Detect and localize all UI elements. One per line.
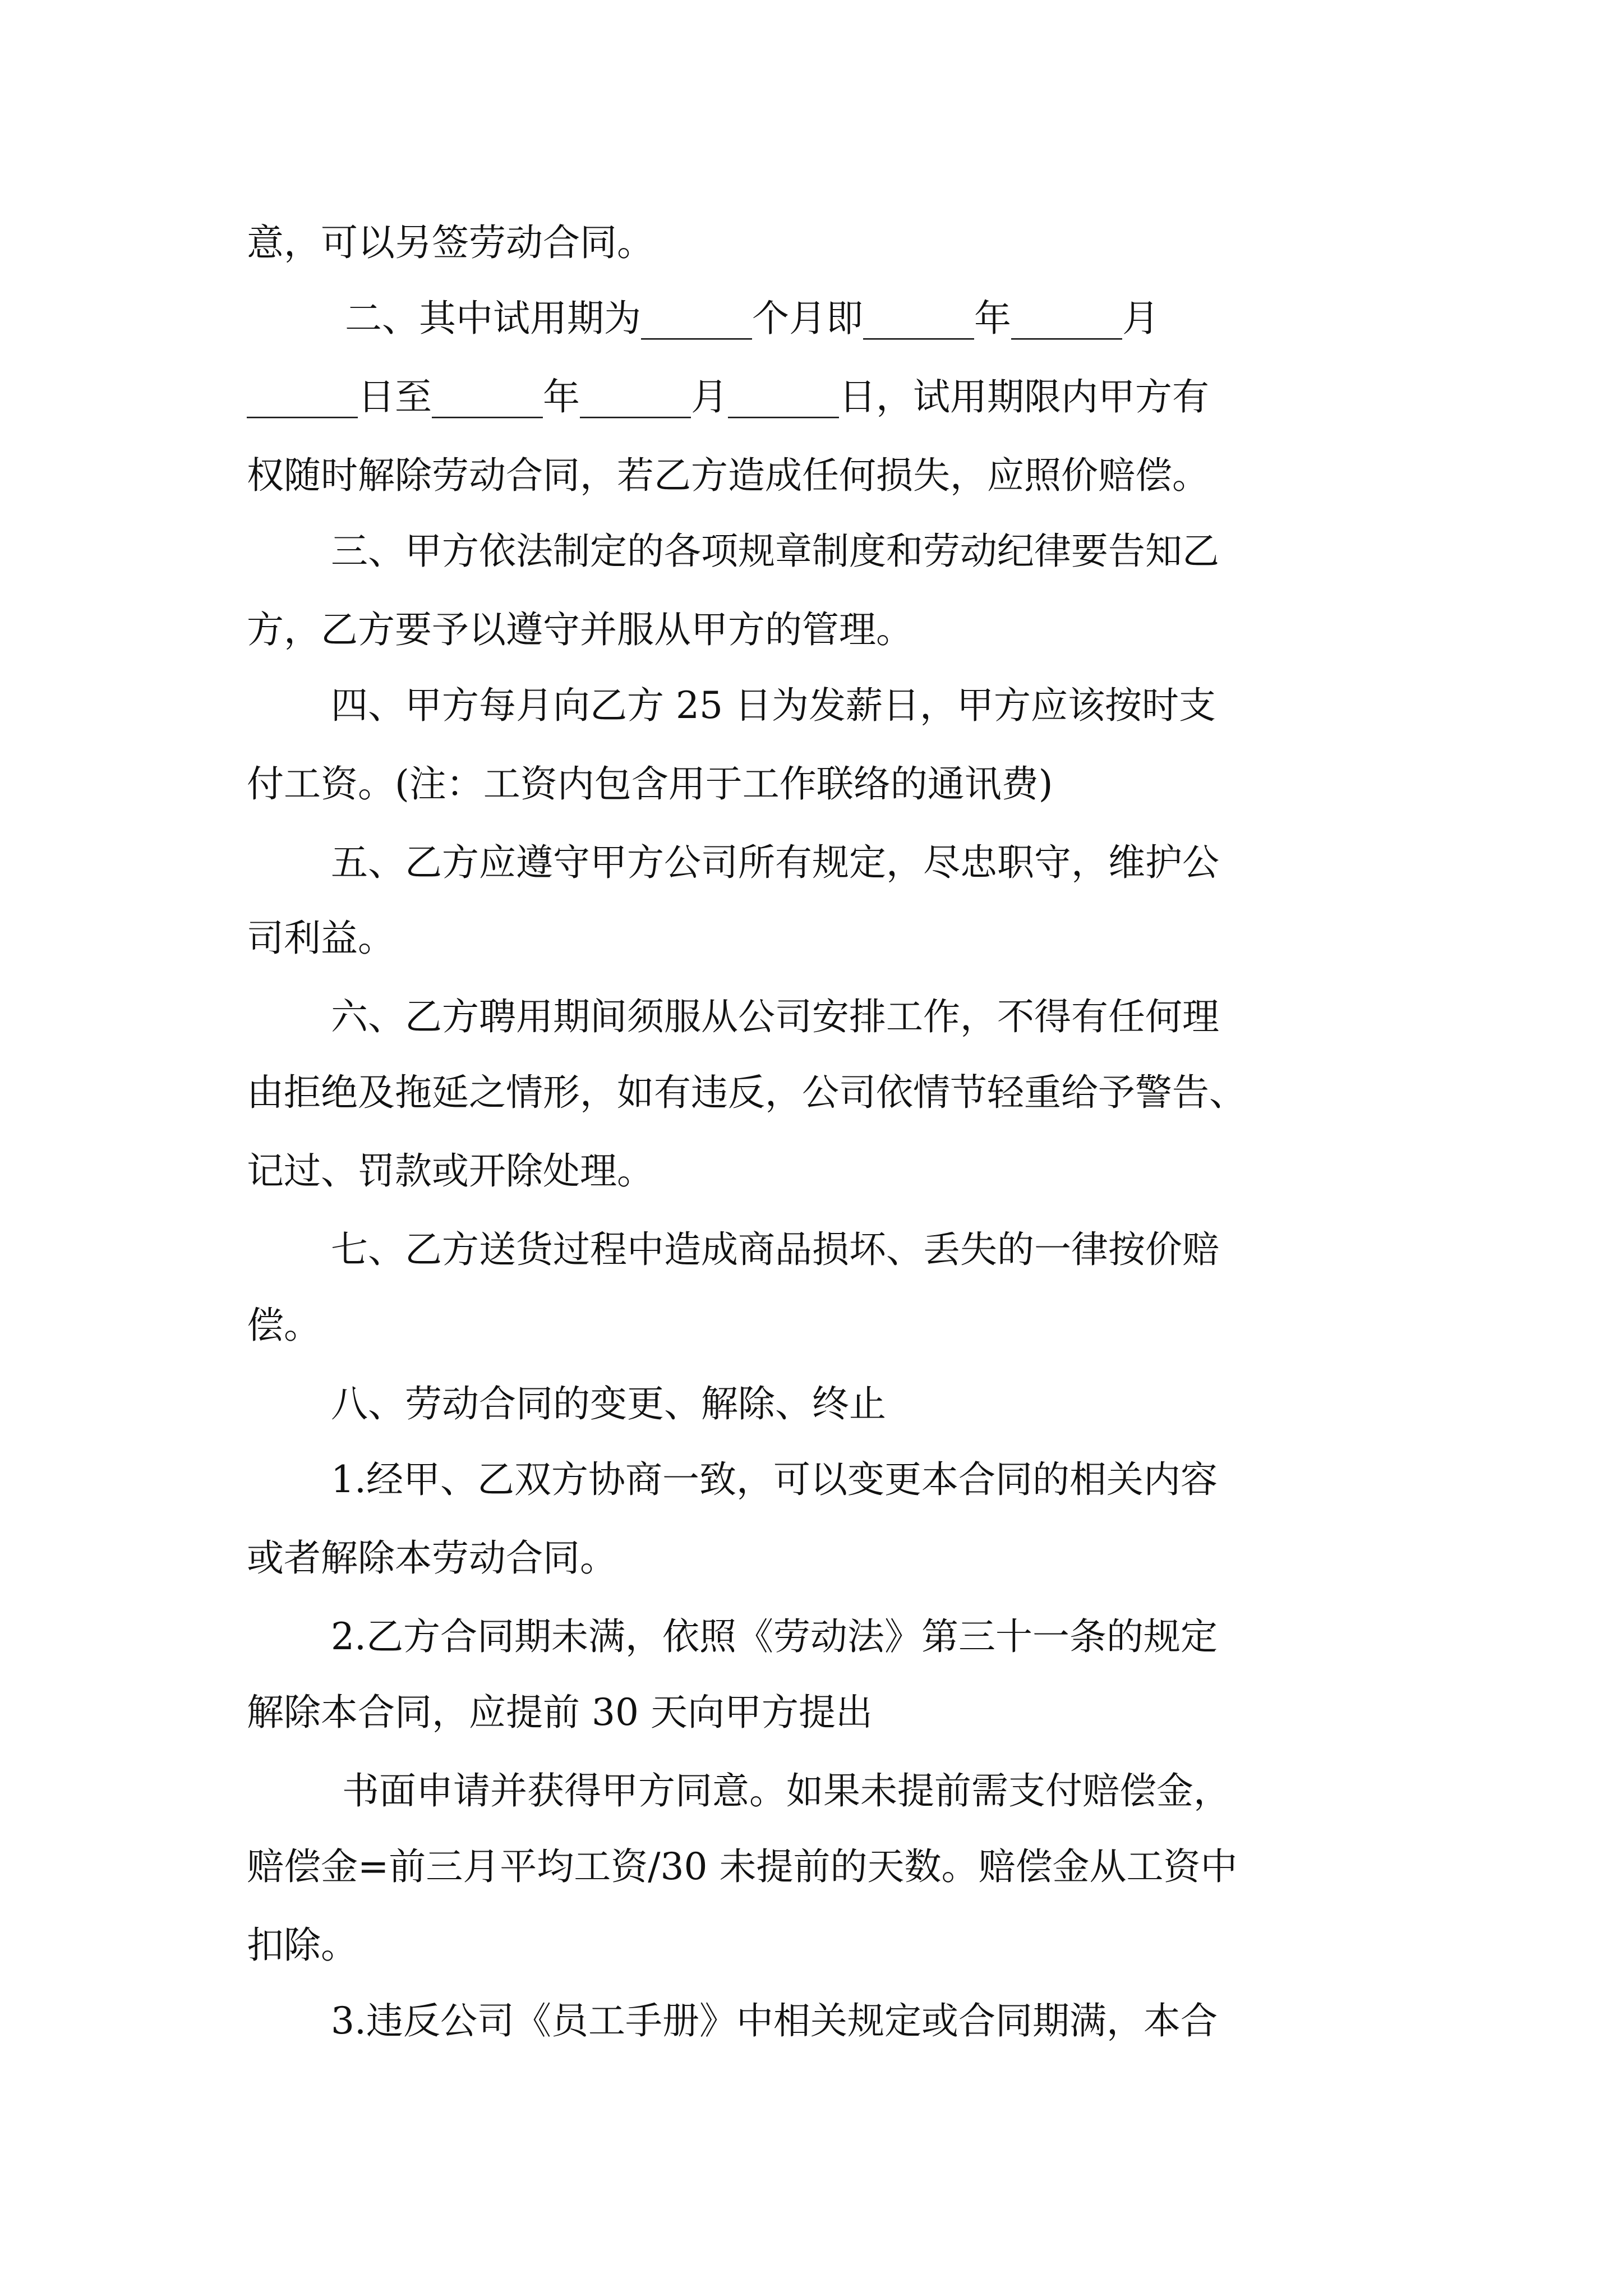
text-line-12: 由拒绝及拖延之情形，如有违反，公司依情节轻重给予警告、 — [247, 1071, 1246, 1114]
text-line-23: 扣除。 — [247, 1924, 358, 1967]
text-line-4: 权随时解除劳动合同，若乙方造成任何损失，应照价赔偿。 — [247, 454, 1209, 497]
text-line-8: 付工资。(注：工资内包含用于工作联络的通讯费) — [247, 762, 1053, 806]
text-line-2: 二、其中试用期为______个月即______年______月 — [345, 297, 1159, 340]
text-line-21: 书面申请并获得甲方同意。如果未提前需支付赔偿金， — [342, 1769, 1230, 1812]
text-line-9: 五、乙方应遵守甲方公司所有规定，尽忠职守，维护公 — [331, 841, 1219, 884]
text-line-19: 2.乙方合同期未满，依照《劳动法》第三十一条的规定 — [331, 1615, 1218, 1658]
text-line-20: 解除本合同，应提前 30 天向甲方提出 — [247, 1691, 873, 1734]
text-line-16: 八、劳动合同的变更、解除、终止 — [331, 1382, 886, 1425]
text-line-6: 方，乙方要予以遵守并服从甲方的管理。 — [247, 608, 913, 651]
text-line-11: 六、乙方聘用期间须服从公司安排工作，不得有任何理 — [331, 995, 1219, 1038]
text-line-22: 赔偿金=前三月平均工资/30 未提前的天数。赔偿金从工资中 — [247, 1845, 1238, 1888]
text-line-24: 3.违反公司《员工手册》中相关规定或合同期满，本合 — [331, 1999, 1218, 2042]
text-line-13: 记过、罚款或开除处理。 — [247, 1149, 654, 1193]
text-line-17: 1.经甲、乙双方协商一致，可以变更本合同的相关内容 — [331, 1458, 1218, 1501]
text-line-3: ______日至______年______月______日，试用期限内甲方有 — [247, 375, 1209, 418]
text-line-5: 三、甲方依法制定的各项规章制度和劳动纪律要告知乙 — [331, 530, 1219, 573]
text-line-1: 意，可以另签劳动合同。 — [247, 221, 654, 264]
text-line-10: 司利益。 — [247, 917, 395, 960]
text-line-18: 或者解除本劳动合同。 — [247, 1536, 617, 1580]
text-line-14: 七、乙方送货过程中造成商品损坏、丢失的一律按价赔 — [331, 1228, 1219, 1271]
text-line-15: 偿。 — [247, 1304, 321, 1347]
text-line-7: 四、甲方每月向乙方 25 日为发薪日，甲方应该按时支 — [331, 684, 1216, 727]
